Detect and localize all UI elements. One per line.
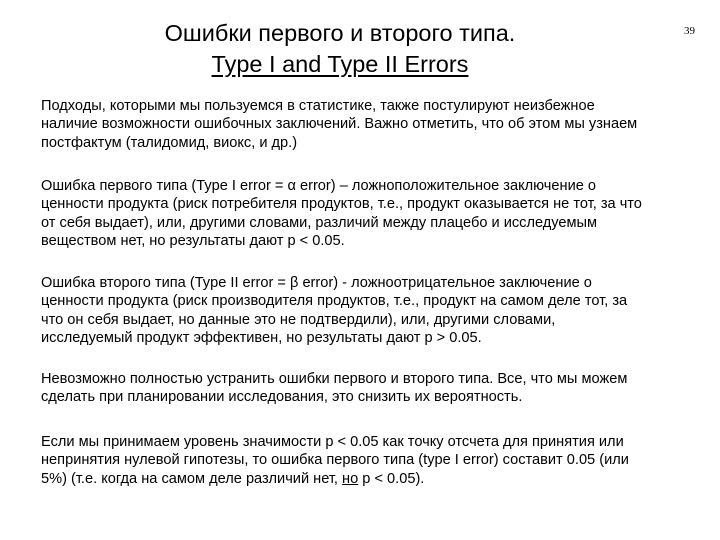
text-line-last [41,470,720,488]
paragraph-significance-level [41,433,720,488]
paragraph-type-one-error [41,177,720,250]
text-line: веществом нет, но результаты дают p < 0.05. [41,232,345,249]
slide-title [80,18,600,80]
text-line: от себя выдает), или, другими словами, различий между плацебо и исследуемым [41,214,598,231]
text-line: сделать при планировании исследования, это снизить их вероятность. [41,389,523,406]
text-line: Подходы, которыми мы пользуемся в статистике, также постулируют неизбежное [41,98,595,114]
text-line: Невозможно полностью устранить ошибки первого и второго типа. Все, что мы можем [41,371,628,387]
paragraph-approaches [41,97,720,152]
paragraph-type-two-error [41,274,720,347]
page-number: 39 [684,25,695,37]
paragraph-cannot-eliminate [41,370,720,407]
text-line: постфактум (талидомид, виокс, и др.) [41,134,298,151]
text-line: ценности продукта (риск потребителя продуктов, т.е., продукт оказывается не тот, за что [41,196,642,213]
text-line: Ошибка первого типа (Type I error = α error) – ложноположительное заключение о [41,178,597,194]
text-segment: p < 0.05). [358,470,425,487]
title-english: Type I and Type II Errors [211,51,469,77]
text-line: что он себя выдает, но данные это не подтвердили), или, другими словами, [41,311,556,328]
text-line: ценности продукта (риск производителя продуктов, т.е., продукт на самом деле тот, за [41,293,628,310]
text-segment: 5%) (т.е. когда на самом деле различий нет, [41,470,343,487]
title-russian: Ошибки первого и второго типа. [164,20,516,46]
text-line: наличие возможности ошибочных заключений. Важно отметить, что об этом мы узнаем [41,116,638,133]
text-line: Если мы принимаем уровень значимости p < 0.05 как точку отсчета для принятия или [41,434,624,450]
underlined-word: но [342,470,359,487]
text-line: исследуемый продукт эффективен, но результаты дают p > 0.05. [41,329,482,346]
text-line: непринятия нулевой гипотезы, то ошибка первого типа (type I error) составит 0.05 (или [41,452,629,469]
text-line: Ошибка второго типа (Type II error = β error) - ложноотрицательное заключение о [41,275,592,291]
